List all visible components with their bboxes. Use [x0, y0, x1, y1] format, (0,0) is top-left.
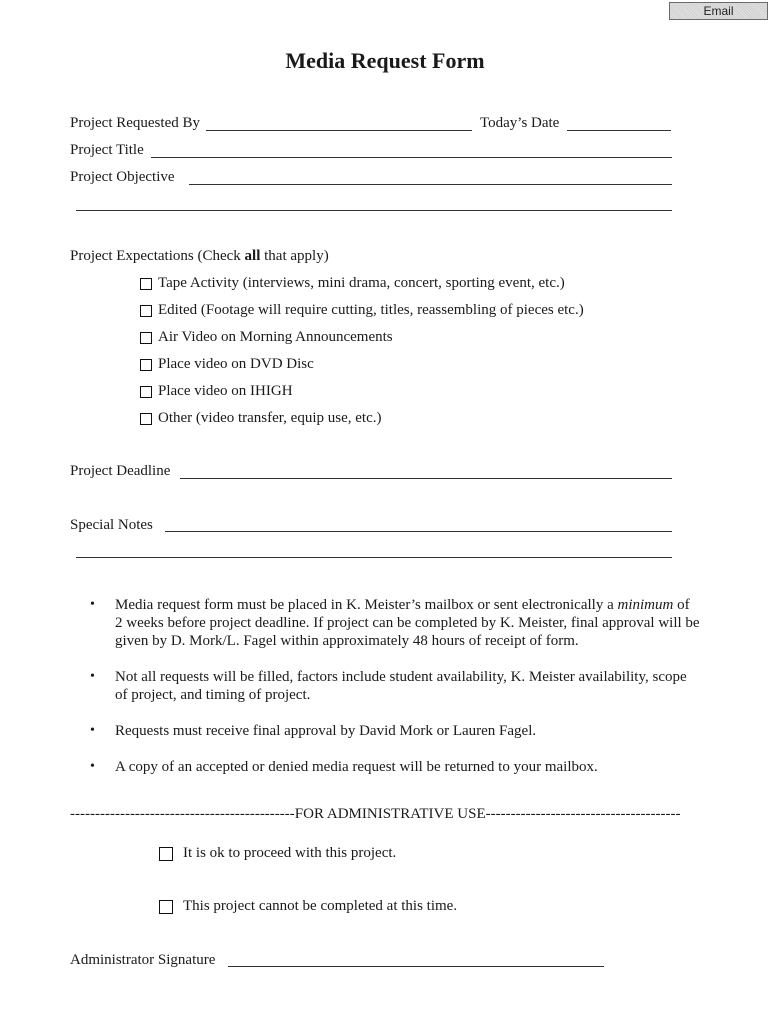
note-text: A copy of an accepted or denied media request will be returned to your mailbox.	[115, 759, 598, 775]
option-label: It is ok to proceed with this project.	[183, 845, 397, 861]
project-objective-field[interactable]	[189, 184, 672, 185]
checkbox[interactable]	[140, 413, 152, 425]
special-notes-field-line2[interactable]	[76, 557, 672, 558]
option-label: Tape Activity (interviews, mini drama, concert, sporting event, etc.)	[158, 275, 565, 291]
list-item	[90, 722, 700, 740]
bullet-dot: •	[90, 759, 95, 774]
option-tape-activity[interactable]	[140, 275, 565, 292]
project-objective-label: Project Objective	[70, 169, 175, 185]
checkbox[interactable]	[140, 359, 152, 371]
note-text: Not all requests will be filled, factors include student availability, K. Meister availability, scope of project, and timing of project.	[115, 669, 687, 703]
option-label: This project cannot be completed at this time.	[183, 898, 458, 914]
checkbox[interactable]	[159, 900, 173, 914]
note-emphasis: minimum	[617, 597, 674, 613]
list-item	[90, 758, 700, 776]
list-item	[90, 596, 700, 650]
todays-date-label: Today’s Date	[480, 115, 560, 131]
option-label: Air Video on Morning Announcements	[158, 329, 393, 345]
notes-list	[90, 596, 700, 794]
special-notes-label: Special Notes	[70, 517, 153, 533]
project-deadline-label: Project Deadline	[70, 463, 171, 479]
option-ihigh[interactable]	[140, 383, 293, 400]
project-deadline-field[interactable]	[180, 478, 672, 479]
list-item	[90, 668, 700, 704]
note-text: Requests must receive final approval by David Mork or Lauren Fagel.	[115, 723, 537, 739]
option-air-video[interactable]	[140, 329, 393, 346]
project-objective-field-line2[interactable]	[76, 210, 672, 211]
special-notes-field[interactable]	[165, 531, 672, 532]
requested-by-label: Project Requested By	[70, 115, 200, 131]
bullet-dot: •	[90, 597, 95, 612]
expectations-suffix: that apply)	[260, 248, 329, 264]
project-title-label: Project Title	[70, 142, 144, 158]
email-button[interactable]: Email	[669, 2, 768, 20]
note-text: Media request form must be placed in K. Meister’s mailbox or sent electronically a	[115, 597, 618, 613]
option-label: Edited (Footage will require cutting, titles, reassembling of pieces etc.)	[158, 302, 584, 318]
expectations-bold: all	[244, 248, 261, 264]
form-title: Media Request Form	[285, 48, 485, 73]
option-dvd[interactable]	[140, 356, 314, 373]
option-label: Place video on IHIGH	[158, 383, 293, 399]
expectations-prefix: Project Expectations (Check	[70, 248, 245, 264]
checkbox[interactable]	[140, 278, 152, 290]
admin-cannot-option[interactable]	[159, 898, 457, 915]
admin-signature-label: Administrator Signature	[70, 952, 216, 968]
option-other[interactable]	[140, 410, 381, 427]
note-text: of 2 weeks before project deadline. If project can be completed by K. Meister, final approval will be given by D. Mork/L. Fagel within approximately 48 hours of receipt of form.	[115, 597, 700, 649]
option-label: Place video on DVD Disc	[158, 356, 314, 372]
todays-date-field[interactable]	[567, 130, 671, 131]
checkbox[interactable]	[140, 332, 152, 344]
bullet-dot: •	[90, 669, 95, 684]
admin-proceed-option[interactable]	[159, 845, 396, 862]
option-label: Other (video transfer, equip use, etc.)	[158, 410, 382, 426]
expectations-heading	[70, 248, 329, 265]
checkbox[interactable]	[140, 305, 152, 317]
checkbox[interactable]	[159, 847, 173, 861]
admin-signature-field[interactable]	[228, 966, 604, 967]
admin-divider: ---------------------------------------------FOR ADMINISTRATIVE USE---------------------------------------	[70, 806, 681, 822]
option-edited[interactable]	[140, 302, 584, 319]
checkbox[interactable]	[140, 386, 152, 398]
requested-by-field[interactable]	[206, 130, 472, 131]
project-title-field[interactable]	[151, 157, 672, 158]
bullet-dot: •	[90, 723, 95, 738]
